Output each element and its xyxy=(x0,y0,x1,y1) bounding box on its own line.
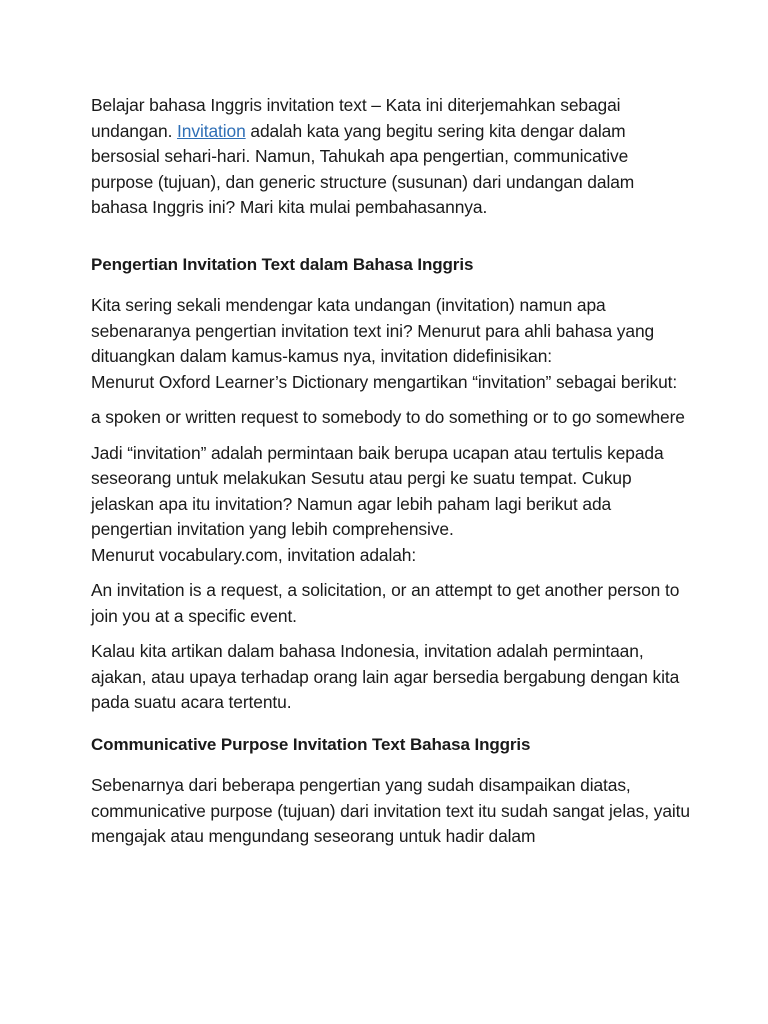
invitation-link[interactable]: Invitation xyxy=(177,120,246,141)
oxford-definition-intro: Menurut Oxford Learner’s Dictionary mengartikan “invitation” sebagai berikut: xyxy=(91,371,678,392)
pengertian-paragraph-2-text: Jadi “invitation” adalah permintaan baik berupa ucapan atau tertulis kepada seseorang untuk melakukan Sesutu atau pergi ke suatu tempat. Cukup jelaskan apa itu invitation? Namun agar lebih paham lagi berikut ada pengertian invitation yang lebih comprehensive. xyxy=(91,442,664,539)
communicative-purpose-paragraph: Sebenarnya dari beberapa pengertian yang sudah disampaikan diatas, communicative purpose (tujuan) dari invitation text itu sudah sangat jelas, yaitu mengajak atau mengundang seseorang untuk hadir dalam xyxy=(91,775,690,846)
section-heading-communicative-purpose: Communicative Purpose Invitation Text Bahasa Inggris xyxy=(91,734,531,754)
pengertian-paragraph-1-text: Kita sering sekali mendengar kata undangan (invitation) namun apa sebenaranya pengertian invitation text ini? Menurut para ahli bahasa yang dituangkan dalam kamus-kamus nya, invitation didefinisikan: xyxy=(91,295,655,366)
document-page xyxy=(91,93,691,850)
vocabulary-definition-quote: An invitation is a request, a solicitation, or an attempt to get another person to join you at a specific event. xyxy=(91,580,680,626)
oxford-definition-quote: a spoken or written request to somebody to do something or to go somewhere xyxy=(91,407,685,427)
pengertian-paragraph-1 xyxy=(91,293,691,395)
intro-text-after-link: adalah kata yang begitu sering kita dengar dalam bersosial sehari-hari. Namun, Tahukah apa pengertian, communicative purpose (tujuan), dan generic structure (susunan) dari undangan dalam bahasa Inggris ini? Mari kita mulai pembahasannya. xyxy=(91,120,635,217)
pengertian-paragraph-2 xyxy=(91,441,691,569)
intro-paragraph xyxy=(91,93,691,221)
intro-text-before-link: Belajar bahasa Inggris invitation text – Kata ini diterjemahkan sebagai undangan. xyxy=(91,95,621,141)
section-heading-pengertian: Pengertian Invitation Text dalam Bahasa Inggris xyxy=(91,254,474,274)
pengertian-paragraph-3: Kalau kita artikan dalam bahasa Indonesia, invitation adalah permintaan, ajakan, atau upaya terhadap orang lain agar bersedia bergabung dengan kita pada suatu acara tertentu. xyxy=(91,641,680,712)
vocabulary-definition-intro: Menurut vocabulary.com, invitation adalah: xyxy=(91,544,417,565)
